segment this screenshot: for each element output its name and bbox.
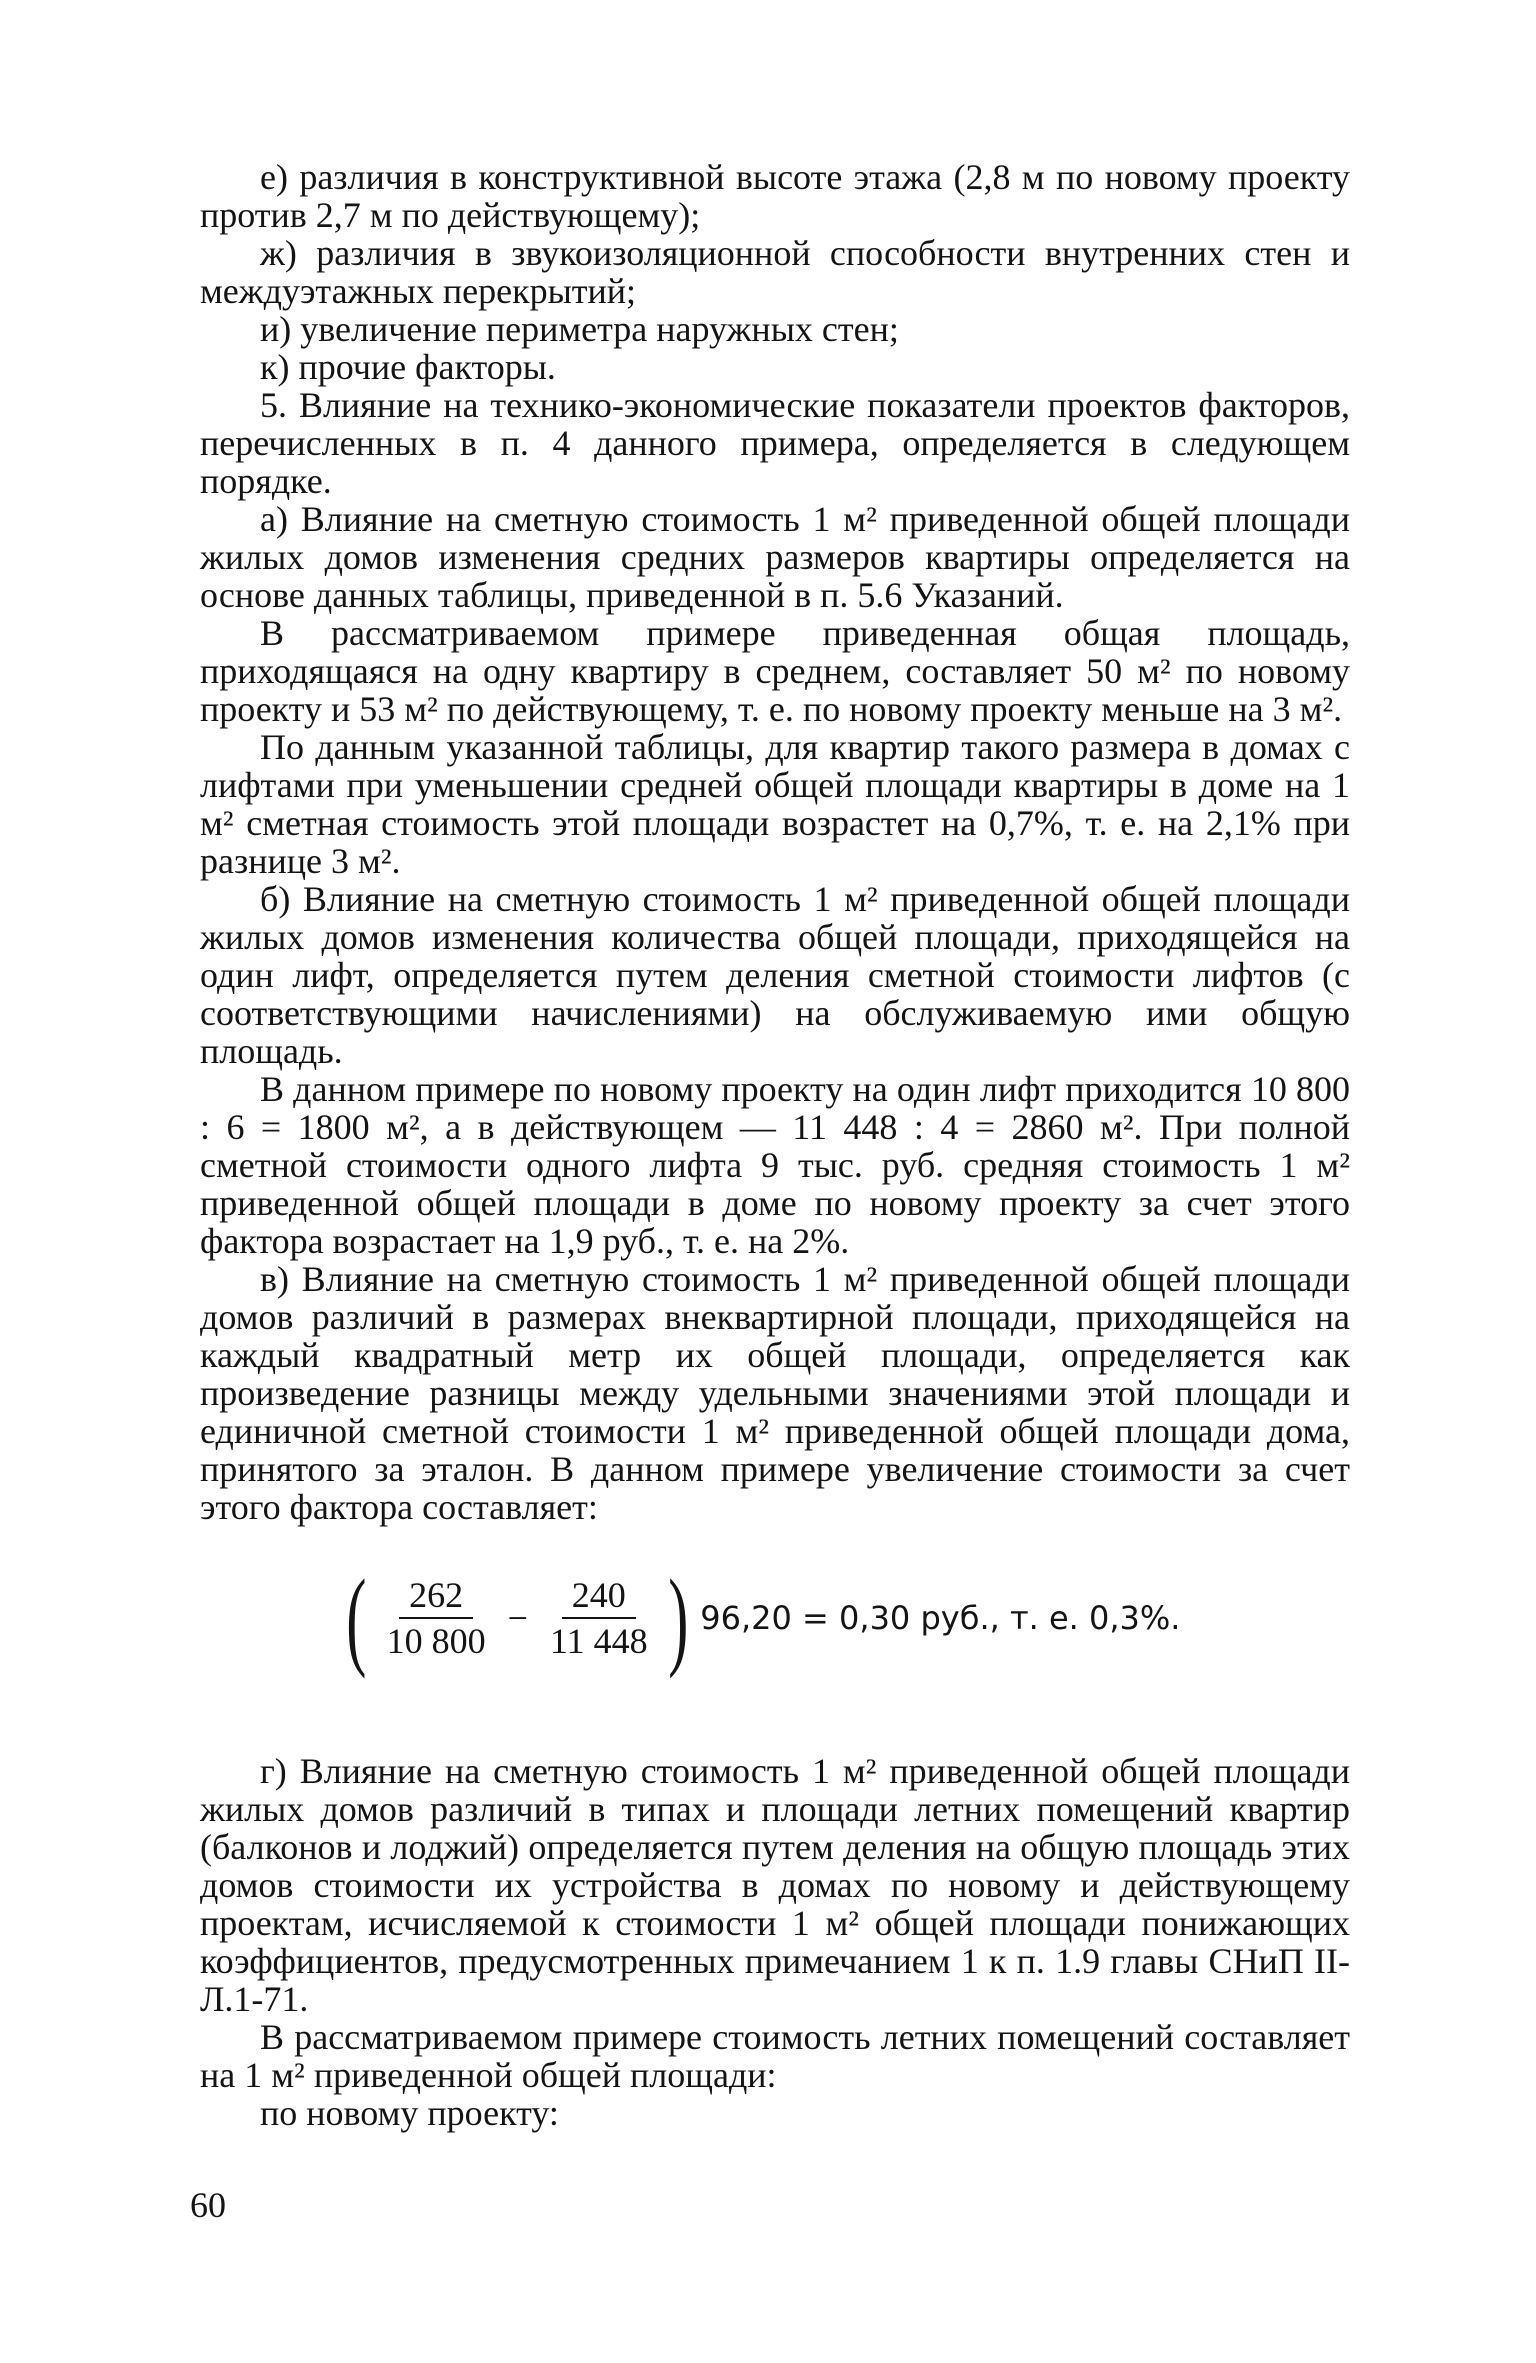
paragraph-point-5: 5. Влияние на технико-экономические показатели проектов факторов, перечисленных в п. 4 данного примера, определяется в следующем порядке.: [200, 385, 1350, 501]
paragraph-item-g-new-project: по новому проекту:: [260, 2093, 559, 2133]
fraction-1-numerator: 262: [399, 1573, 473, 1619]
formula: [338, 1558, 1180, 1678]
page-number: 60: [190, 2185, 226, 2225]
paragraph-item-a-table: По данным указанной таблицы, для квартир такого размера в домах с лифтами при уменьшении средней общей площади квартиры в доме на 1 м² сметная стоимость этой площади возрастет на 0,7%, т. е. на 2,1% при разнице 3 м².: [200, 727, 1350, 881]
paragraph-item-b-example: В данном примере по новому проекту на один лифт приходится 10 800 : 6 = 1800 м², а в действующем — 11 448 : 4 = 2860 м². При полной сметной стоимости одного лифта 9 тыс. руб. средняя стоимость 1 м² приведенной общей площади в доме по новому проекту за счет этого фактора возрастает на 1,9 руб., т. е. на 2%.: [200, 1069, 1350, 1261]
formula-fraction-2: [544, 1573, 654, 1663]
formula-result: 96,20 = 0,30 руб., т. е. 0,3%.: [700, 1599, 1181, 1637]
paragraph-item-g: г) Влияние на сметную стоимость 1 м² приведенной общей площади жилых домов различий в типах и площади летних помещений квартир (балконов и лоджий) определяется путем деления на общую площадь этих домов стоимости их устройства в домах по новому и действующему проектам, исчисляемой к стоимости 1 м² общей площади понижающих коэффициентов, предусмотренных примечанием 1 к п. 1.9 главы СНиП II-Л.1-71.: [200, 1751, 1350, 2019]
formula-fraction-1: [381, 1573, 492, 1663]
body-text-top: [200, 158, 1350, 1526]
paragraph-item-g-example: В рассматриваемом примере стоимость летних помещений составляет на 1 м² приведенной общей площади:: [200, 2017, 1350, 2095]
paragraph-item-zh: ж) различия в звукоизоляционной способности внутренних стен и междуэтажных перекрытий;: [200, 233, 1350, 311]
paragraph-item-a-example: В рассматриваемом примере приведенная общая площадь, приходящаяся на одну квартиру в среднем, составляет 50 м² по новому проекту и 53 м² по действующему, т. е. по новому проекту меньше на 3 м².: [200, 613, 1350, 729]
body-text-bottom: [200, 1752, 1350, 2132]
paragraph-item-b: б) Влияние на сметную стоимость 1 м² приведенной общей площади жилых домов изменения количества общей площади, приходящейся на один лифт, определяется путем деления сметной стоимости лифтов (с соответствующими начислениями) на обслуживаемую ими общую площадь.: [200, 879, 1350, 1071]
formula-close-paren: ): [667, 1557, 689, 1679]
fraction-2-numerator: 240: [562, 1573, 636, 1619]
paragraph-item-a: а) Влияние на сметную стоимость 1 м² приведенной общей площади жилых домов изменения средних размеров квартиры определяется на основе данных таблицы, приведенной в п. 5.6 Указаний.: [200, 499, 1350, 615]
fraction-1-denominator: 10 800: [386, 1621, 486, 1661]
paragraph-item-k: к) прочие факторы.: [260, 347, 556, 387]
formula-minus: −: [507, 1598, 528, 1638]
paragraph-item-i: и) увеличение периметра наружных стен;: [260, 309, 899, 349]
formula-open-paren: (: [346, 1557, 367, 1679]
paragraph-item-v: в) Влияние на сметную стоимость 1 м² приведенной общей площади домов различий в размерах внеквартирной площади, приходящейся на каждый квадратный метр их общей площади, определяется как произведение разницы между удельными значениями этой площади и единичной сметной стоимости 1 м² приведенной общей площади дома, принятого за эталон. В данном примере увеличение стоимости за счет этого фактора составляет:: [200, 1259, 1350, 1527]
fraction-2-denominator: 11 448: [549, 1621, 648, 1661]
paragraph-item-e: е) различия в конструктивной высоте этажа (2,8 м по новому проекту против 2,7 м по действующему);: [200, 157, 1350, 235]
